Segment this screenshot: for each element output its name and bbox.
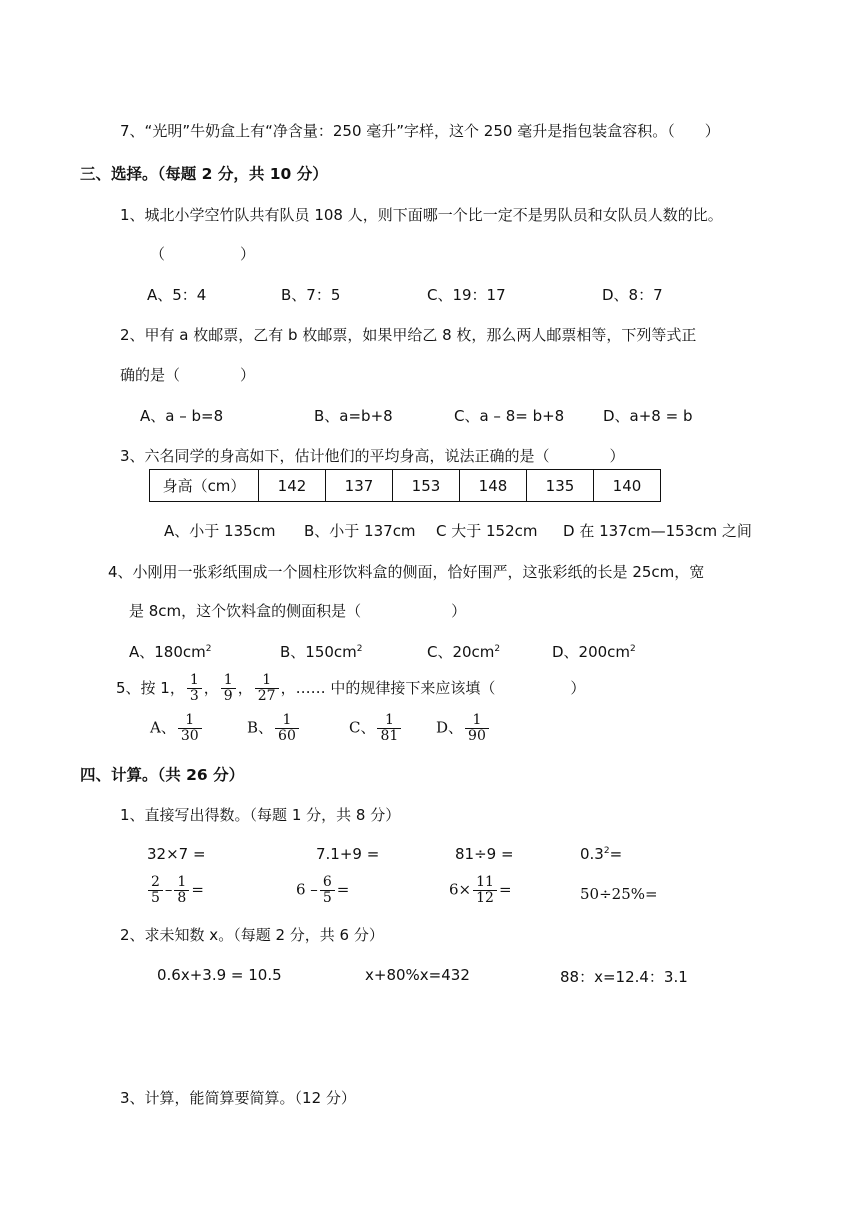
c1-item-2: 7.1+9 =	[316, 845, 380, 863]
table-cell: 137	[326, 470, 393, 502]
s3-question-2-line1: 2、甲有 a 枚邮票，乙有 b 枚邮票，如果甲给乙 8 枚，那么两人邮票相等，下列等式正	[120, 326, 697, 344]
fraction: $\frac{1}{3}$	[187, 673, 202, 704]
table-header-cell: 身高（cm）	[150, 470, 259, 502]
s3-q1-option-d: D、8：7	[602, 286, 663, 304]
s3-q3-option-c: C 大于 152cm	[436, 522, 538, 540]
s3-q2-option-a: A、a – b=8	[140, 407, 224, 425]
c2-item-1: 0.6x+3.9 = 10.5	[157, 966, 282, 984]
c1-item-7: 6× $\frac{11}{12}$ =	[449, 874, 512, 906]
s3-q1-option-b: B、7：5	[281, 286, 341, 304]
s3-question-4-line2: 是 8cm，这个饮料盒的侧面积是（ ）	[129, 602, 467, 620]
s3-q4-option-a: A、$180cm^2$	[129, 643, 212, 661]
s3-q2-option-c: C、a – 8= b+8	[454, 407, 565, 425]
c1-title: 1、直接写出得数。（每题 1 分，共 8 分）	[120, 806, 401, 824]
s3-q2-option-b: B、a=b+8	[314, 407, 393, 425]
section-4-heading: 四、计算。（共 26 分）	[80, 766, 245, 784]
table-cell: 140	[594, 470, 661, 502]
c3-title: 3、计算，能简算要简算。（12 分）	[120, 1089, 356, 1107]
table-cell: 135	[527, 470, 594, 502]
fraction: $\frac{1}{27}$	[255, 673, 279, 704]
s3-q5-option-c: C、 $\frac{1}{81}$	[349, 713, 403, 744]
s3-q5-option-b: B、 $\frac{1}{60}$	[247, 713, 301, 744]
s3-question-2-line2: 确的是（ ）	[120, 366, 256, 384]
table-row	[150, 470, 661, 502]
table-cell: 148	[460, 470, 527, 502]
s3-question-1: 1、城北小学空竹队共有队员 108 人，则下面哪一个比一定不是男队员和女队员人数的比。	[120, 206, 723, 224]
s3-question-5: 5、按 1， $\frac{1}{3}$ ， $\frac{1}{9}$ ， $\frac{1}{27}$ ，…… 中的规律接下来应该填（ ）	[116, 672, 586, 704]
fraction: $\frac{1}{9}$	[221, 673, 236, 704]
c1-item-4: $0.3^2=$	[580, 845, 623, 863]
s3-q1-option-a: A、5：4	[147, 286, 207, 304]
s3-q5-option-a: A、 $\frac{1}{30}$	[150, 713, 204, 744]
height-table	[149, 469, 661, 502]
s3-q4-option-c: C、$20cm^2$	[427, 643, 501, 661]
c1-item-5: $\frac{2}{5}$ – $\frac{1}{8}$ =	[146, 875, 204, 906]
table-cell: 142	[259, 470, 326, 502]
s3-q1-option-c: C、19：17	[427, 286, 506, 304]
s3-q3-option-a: A、小于 135cm	[164, 522, 276, 540]
c2-item-3: 88：x=12.4：3.1	[560, 968, 688, 986]
c1-item-3: 81÷9 =	[455, 845, 514, 863]
s3-q3-option-b: B、小于 137cm	[304, 522, 416, 540]
c2-title: 2、求未知数 x。（每题 2 分，共 6 分）	[120, 926, 384, 944]
c1-item-1: 32×7 =	[147, 845, 206, 863]
c1-item-6: 6 – $\frac{6}{5}$ =	[296, 874, 350, 906]
s3-q4-option-b: B、$150cm^2$	[280, 643, 363, 661]
c1-item-8: 50÷25%=	[580, 885, 658, 903]
section-3-heading: 三、选择。（每题 2 分，共 10 分）	[80, 165, 328, 183]
s3-q2-option-d: D、a+8 = b	[603, 407, 693, 425]
s3-q5-prefix: 5、按 1，	[116, 679, 185, 697]
s3-question-4-line1: 4、小刚用一张彩纸围成一个圆柱形饮料盒的侧面，恰好围严，这张彩纸的长是 25cm，宽	[108, 563, 705, 581]
s3-q5-suffix: ，…… 中的规律接下来应该填（ ）	[280, 679, 586, 697]
table-cell: 153	[393, 470, 460, 502]
s3-q5-option-d: D、 $\frac{1}{90}$	[436, 713, 491, 744]
s3-q4-option-d: D、$200cm^2$	[552, 643, 636, 661]
s3-q3-option-d: D 在 137cm—153cm 之间	[563, 522, 752, 540]
s3-q1-answer-paren: （ ）	[150, 245, 256, 263]
question-7: 7、“光明”牛奶盒上有“净含量：250 毫升”字样，这个 250 毫升是指包装盒容积。（ ）	[120, 122, 720, 140]
c2-item-2: x+80%x=432	[365, 966, 470, 984]
s3-question-3: 3、六名同学的身高如下，估计他们的平均身高，说法正确的是（ ）	[120, 447, 625, 465]
